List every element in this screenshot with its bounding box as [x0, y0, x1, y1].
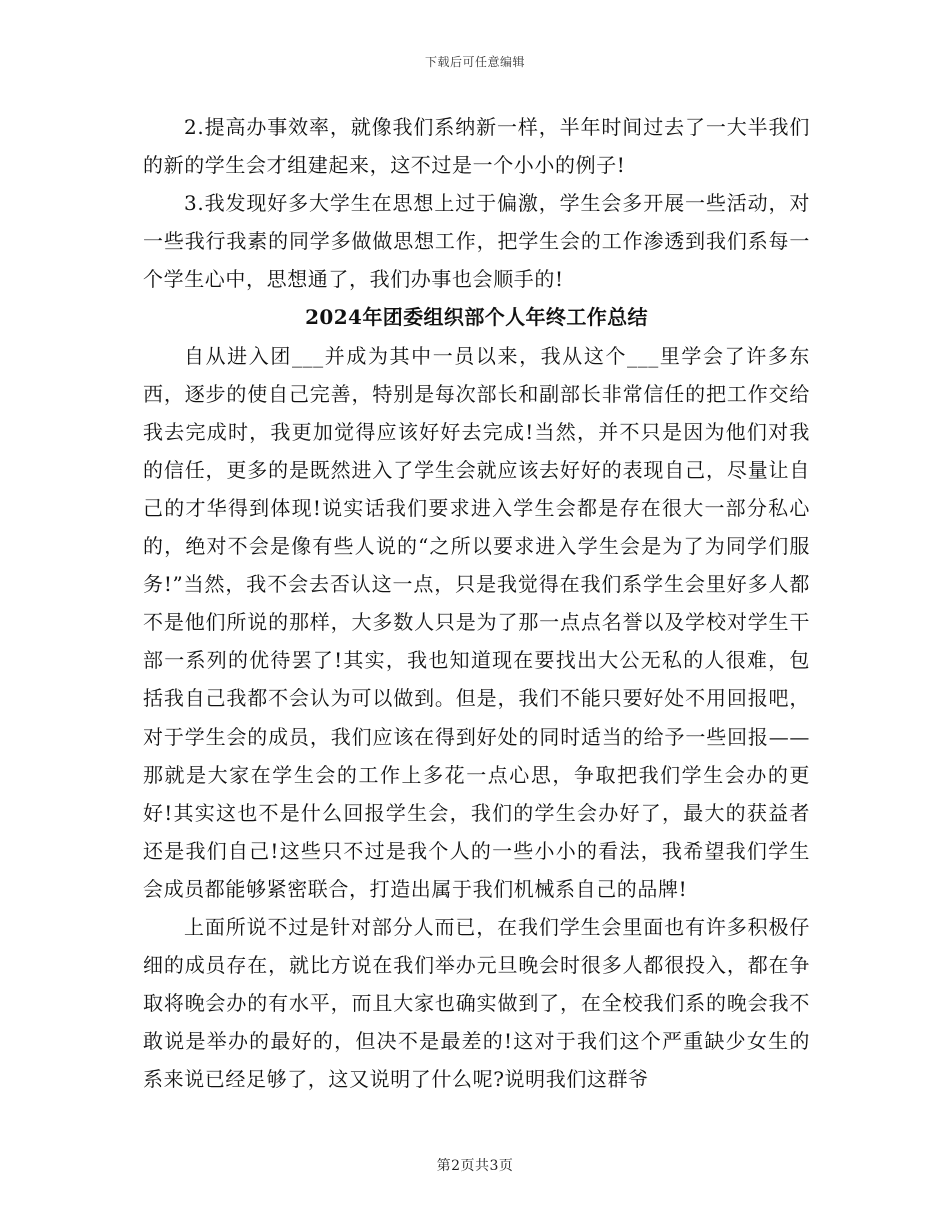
paragraph-continuation: 上面所说不过是针对部分人而已，在我们学生会里面也有许多积极仔细的成员存在，就比方说在我们举办元旦晚会时很多人都很投入，都在争取将晚会办的有水平，而且大家也确实做到了，在全校我们系的晚会我不敢说是举办的最好的，但决不是最差的!这对于我们这个严重缺少女生的系来说已经足够了，这又说明了什么呢?说明我们这群爷 [143, 914, 810, 1092]
document-body [143, 108, 810, 1098]
page-number: 第2页共3页 [436, 1158, 514, 1174]
paragraph-item-3: 3.我发现好多大学生在思想上过于偏激，学生会多开展一些活动，对一些我行我素的同学多做做思想工作，把学生会的工作渗透到我们系每一个学生心中，思想通了，我们办事也会顺手的! [143, 191, 810, 292]
paragraph-intro: 自从进入团___并成为其中一员以来，我从这个___里学会了许多东西，逐步的使自己完善，特别是每次部长和副部长非常信任的把工作交给我去完成时，我更加觉得应该好好去完成!当然，并不只是因为他们对我的信任，更多的是既然进入了学生会就应该去好好的表现自己，尽量让自己的才华得到体现!说实话我们要求进入学生会都是存在很大一部分私心的，绝对不会是像有些人说的“之所以要求进入学生会是为了为同学们服务!”当然，我不会去否认这一点，只是我觉得在我们系学生会里好多人都不是他们所说的那样，大多数人只是为了那一点点名誉以及学校对学生干部一系列的优待罢了!其实，我也知道现在要找出大公无私的人很难，包括我自己我都不会认为可以做到。但是，我们不能只要好处不用回报吧，对于学生会的成员，我们应该在得到好处的同时适当的给予一些回报——那就是大家在学生会的工作上多花一点心思，争取把我们学生会办的更好!其实这也不是什么回报学生会，我们的学生会办好了，最大的获益者还是我们自己!这些只不过是我个人的一些小小的看法，我希望我们学生会成员都能够紧密联合，打造出属于我们机械系自己的品牌! [143, 343, 810, 901]
paragraph-item-2: 2.提高办事效率，就像我们系纳新一样，半年时间过去了一大半我们的新的学生会才组建起来，这不过是一个小小的例子! [143, 115, 810, 178]
section-title: 2024年团委组织部个人年终工作总结 [305, 305, 648, 330]
page-header: 下载后可任意编辑 [424, 55, 525, 69]
